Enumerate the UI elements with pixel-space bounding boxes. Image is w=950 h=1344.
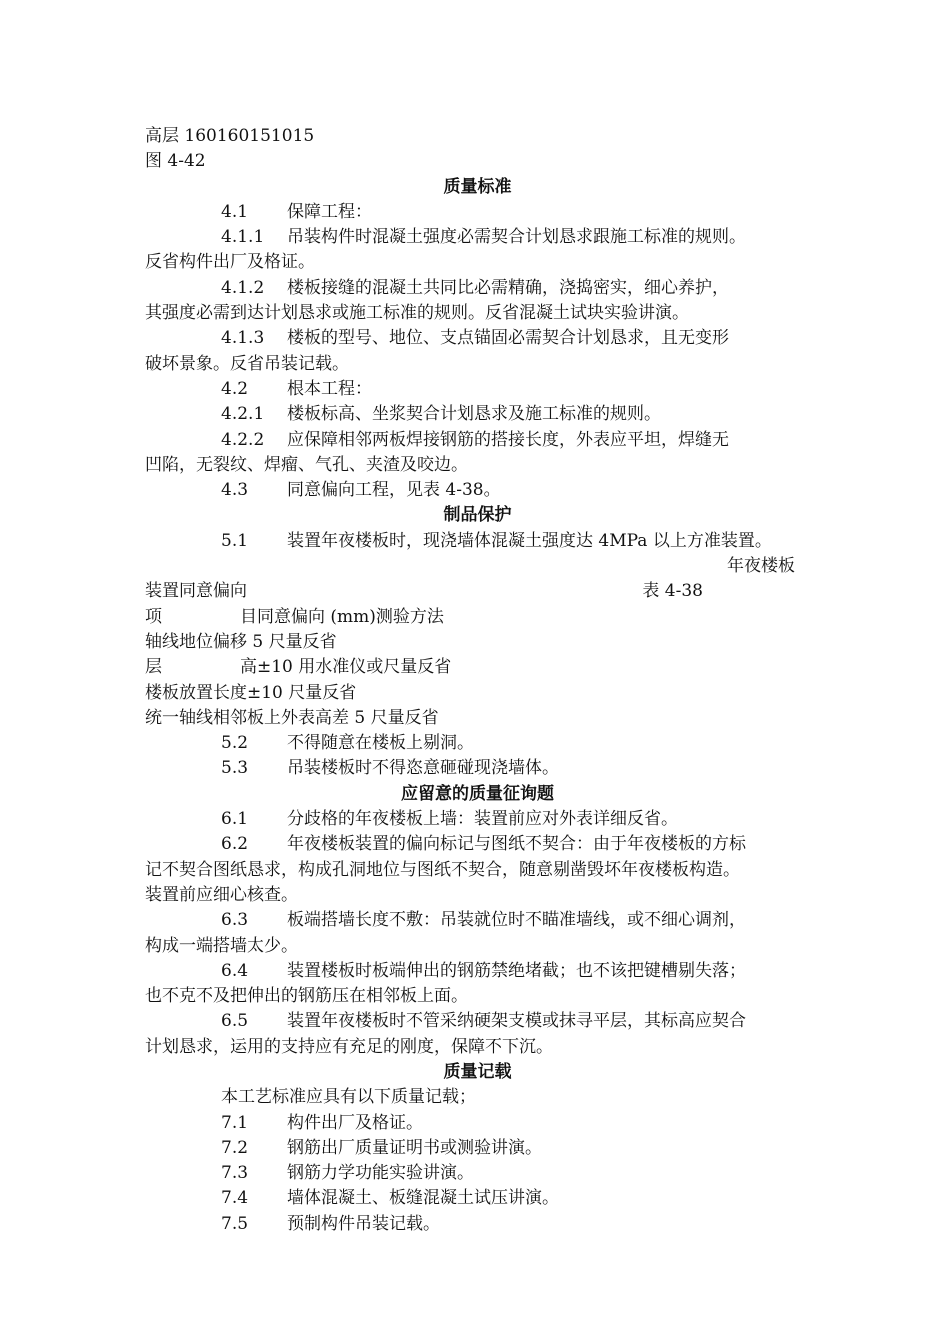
- paragraph-6-5-cont: 计划恳求，运用的支持应有充足的刚度，保障不下沉。: [145, 1036, 553, 1057]
- list-item: [145, 1136, 810, 1161]
- clause-number: 4.1.3: [221, 328, 265, 349]
- clause-text: 钢筋力学功能实验讲演。: [287, 1163, 474, 1184]
- table-row: [145, 681, 810, 706]
- list-item: [145, 1161, 810, 1186]
- table-caption-row: [145, 579, 810, 604]
- paragraph-6-3-cont: 构成一端搭墙太少。: [145, 935, 298, 956]
- clause-text: 装置年夜楼板时不管采纳硬架支模或抹寻平层，其标高应契合: [287, 1011, 746, 1032]
- paragraph-4-1-3-cont: 破坏景象。反省吊装记载。: [145, 353, 349, 374]
- clause-number: 7.5: [221, 1213, 249, 1234]
- paragraph-5-2: [145, 731, 810, 756]
- clause-number: 7.3: [221, 1163, 249, 1184]
- clause-number: 6.2: [221, 834, 249, 855]
- paragraph-6-4-cont: 也不克不及把伸出的钢筋压在相邻板上面。: [145, 986, 468, 1007]
- clause-number: 5.1: [221, 530, 249, 551]
- clause-text: 楼板标高、坐浆契合计划恳求及施工标准的规则。: [287, 404, 661, 425]
- paragraph-5-3: [145, 756, 810, 781]
- paragraph-5-1: [145, 529, 810, 554]
- paragraph-4-1-3: [145, 326, 810, 351]
- clause-text: 年夜楼板装置的偏向标记与图纸不契合：由于年夜楼板的方标: [287, 834, 746, 855]
- header-line-1: 高层 160160151015: [145, 126, 315, 146]
- document-page: [145, 124, 810, 1237]
- clause-number: 4.2: [221, 378, 249, 399]
- paragraph-6-2-cont-1: 记不契合图纸恳求，构成孔洞地位与图纸不契合，随意剔凿毁坏年夜楼板构造。: [145, 859, 740, 880]
- clause-number: 6.3: [221, 910, 249, 931]
- clause-number: 6.5: [221, 1011, 249, 1032]
- paragraph-4-1-2-cont: 其强度必需到达计划恳求或施工标准的规则。反省混凝土试块实验讲演。: [145, 303, 689, 324]
- section-title-quality-records: 质量记载: [443, 1061, 512, 1082]
- clause-number: 7.4: [221, 1188, 249, 1209]
- clause-text: 根本工程：: [287, 378, 372, 399]
- clause-text: 吊装构件时混凝土强度必需契合计划恳求跟施工标准的规则。: [287, 227, 746, 248]
- paragraph-6-1: [145, 807, 810, 832]
- clause-text: 同意偏向工程，见表 4-38。: [287, 480, 501, 501]
- list-item: [145, 1186, 810, 1211]
- paragraph-4-1-2: [145, 276, 810, 301]
- clause-text: 装置楼板时板端伸出的钢筋禁绝堵截；也不该把键槽剔失落；: [287, 960, 746, 981]
- table-row: [145, 655, 810, 680]
- clause-text: 分歧格的年夜楼板上墙：装置前应对外表详细反省。: [287, 809, 678, 830]
- table-cell: 轴线地位偏移 5 尺量反省: [145, 631, 337, 652]
- paragraph-6-2-cont-2: 装置前应细心核查。: [145, 884, 298, 905]
- table-cell: 统一轴线相邻板上外表高差 5 尺量反省: [145, 707, 439, 728]
- header-line-2: 图 4-42: [145, 151, 206, 172]
- table-cell: 高±10 用水准仪或尺量反省: [240, 657, 452, 678]
- clause-number: 7.1: [221, 1112, 249, 1133]
- table-row: [145, 605, 810, 630]
- table-caption-right: 年夜楼板: [727, 556, 795, 577]
- clause-number: 4.1: [221, 201, 249, 222]
- paragraph-4-1-1-cont: 反省构件出厂及格证。: [145, 252, 315, 273]
- table-cell: 层: [145, 657, 162, 678]
- clause-text: 墙体混凝土、板缝混凝土试压讲演。: [287, 1188, 559, 1209]
- clause-text: 吊装楼板时不得恣意砸碰现浇墙体。: [287, 758, 559, 779]
- section-title-product-protection: 制品保护: [443, 505, 512, 526]
- clause-text: 钢筋出厂质量证明书或测验讲演。: [287, 1137, 542, 1158]
- clause-number: 4.1.2: [221, 277, 265, 298]
- paragraph-4-1-1: [145, 225, 810, 250]
- table-row: [145, 706, 810, 731]
- paragraph-6-3: [145, 908, 810, 933]
- table-cell: 项: [145, 606, 162, 627]
- section-title-quality-issues: 应留意的质量征询题: [401, 783, 554, 804]
- table-row: [145, 630, 810, 655]
- list-item: [145, 1212, 810, 1237]
- clause-number: 7.2: [221, 1137, 249, 1158]
- clause-text: 楼板接缝的混凝土共同比必需精确，浇捣密实，细心养护，: [287, 277, 729, 298]
- table-number: 表 4-38: [642, 581, 703, 602]
- clause-number: 4.1.1: [221, 227, 265, 248]
- clause-number: 5.3: [221, 758, 249, 779]
- clause-number: 4.2.1: [221, 404, 265, 425]
- table-cell: 目同意偏向 (mm)测验方法: [240, 606, 444, 627]
- clause-text: 板端搭墙长度不敷：吊装就位时不瞄准墙线，或不细心调剂，: [287, 910, 746, 931]
- clause-text: 构件出厂及格证。: [287, 1112, 423, 1133]
- paragraph-6-5: [145, 1009, 810, 1034]
- paragraph-6-2: [145, 832, 810, 857]
- paragraph-4-2-2-cont: 凹陷，无裂纹、焊瘤、气孔、夹渣及咬边。: [145, 454, 468, 475]
- paragraph-4-3: [145, 478, 810, 503]
- section-title-quality-standard: 质量标准: [443, 176, 512, 197]
- table-cell: 楼板放置长度±10 尺量反省: [145, 682, 357, 703]
- clause-text: 应保障相邻两板焊接钢筋的搭接长度，外表应平坦，焊缝无: [287, 429, 729, 450]
- list-item: [145, 1111, 810, 1136]
- paragraph-7-intro: 本工艺标准应具有以下质量记载；: [221, 1087, 476, 1108]
- clause-number: 4.2.2: [221, 429, 265, 450]
- tolerance-table: [145, 605, 810, 731]
- paragraph-4-2-1: [145, 402, 810, 427]
- clause-text: 保障工程：: [287, 201, 372, 222]
- clause-text: 楼板的型号、地位、支点锚固必需契合计划恳求，且无变形: [287, 328, 729, 349]
- paragraph-6-4: [145, 959, 810, 984]
- clause-text: 装置年夜楼板时，现浇墙体混凝土强度达 4MPa 以上方准装置。: [287, 530, 772, 551]
- paragraph-4-1: [145, 200, 810, 225]
- clause-number: 6.4: [221, 960, 249, 981]
- clause-number: 4.3: [221, 480, 249, 501]
- clause-number: 6.1: [221, 809, 249, 830]
- table-caption-left: 装置同意偏向: [145, 581, 247, 602]
- clause-text: 不得随意在楼板上剔洞。: [287, 733, 474, 754]
- paragraph-4-2: [145, 377, 810, 402]
- clause-text: 预制构件吊装记载。: [287, 1213, 440, 1234]
- paragraph-4-2-2: [145, 428, 810, 453]
- clause-number: 5.2: [221, 733, 249, 754]
